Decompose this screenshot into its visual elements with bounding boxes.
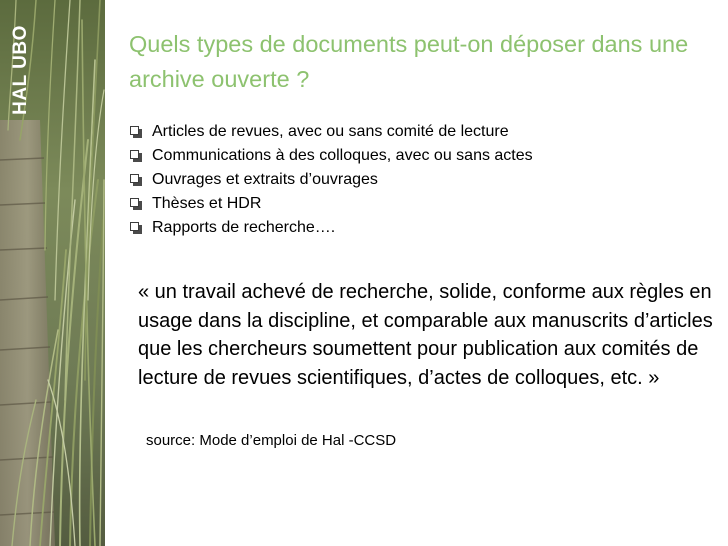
list-item-text: Thèses et HDR <box>152 195 262 212</box>
list-item <box>130 216 533 240</box>
checkbox-icon <box>130 150 142 162</box>
list-item-text: Rapports de recherche…. <box>152 219 336 236</box>
list-item-text: Articles de revues, avec ou sans comité de lecture <box>152 123 509 140</box>
list-item <box>130 144 533 168</box>
checkbox-icon <box>130 222 142 234</box>
quote-text: « un travail achevé de recherche, solide, conforme aux règles en usage dans la discipline, et comparable aux manuscrits d’articles que les chercheurs soumettent pour publication aux comités de lecture de revues scientifiques, d’actes de colloques, etc. » <box>138 281 713 389</box>
list-item-text: Communications à des colloques, avec ou sans actes <box>152 147 533 164</box>
sidebar-label-text: HAL UBO <box>10 25 31 115</box>
source-citation: source: Mode d’emploi de Hal -CCSD <box>146 432 397 449</box>
checkbox-icon <box>130 126 142 138</box>
slide-title: Quels types de documents peut-on déposer dans une archive ouverte ? <box>129 31 689 92</box>
checkbox-icon <box>130 174 142 186</box>
list-item <box>130 120 533 144</box>
checkbox-icon <box>130 198 142 210</box>
list-item <box>130 168 533 192</box>
bullet-list <box>130 120 533 240</box>
list-item <box>130 192 533 216</box>
list-item-text: Ouvrages et extraits d’ouvrages <box>152 171 378 188</box>
sidebar-label <box>6 0 36 140</box>
